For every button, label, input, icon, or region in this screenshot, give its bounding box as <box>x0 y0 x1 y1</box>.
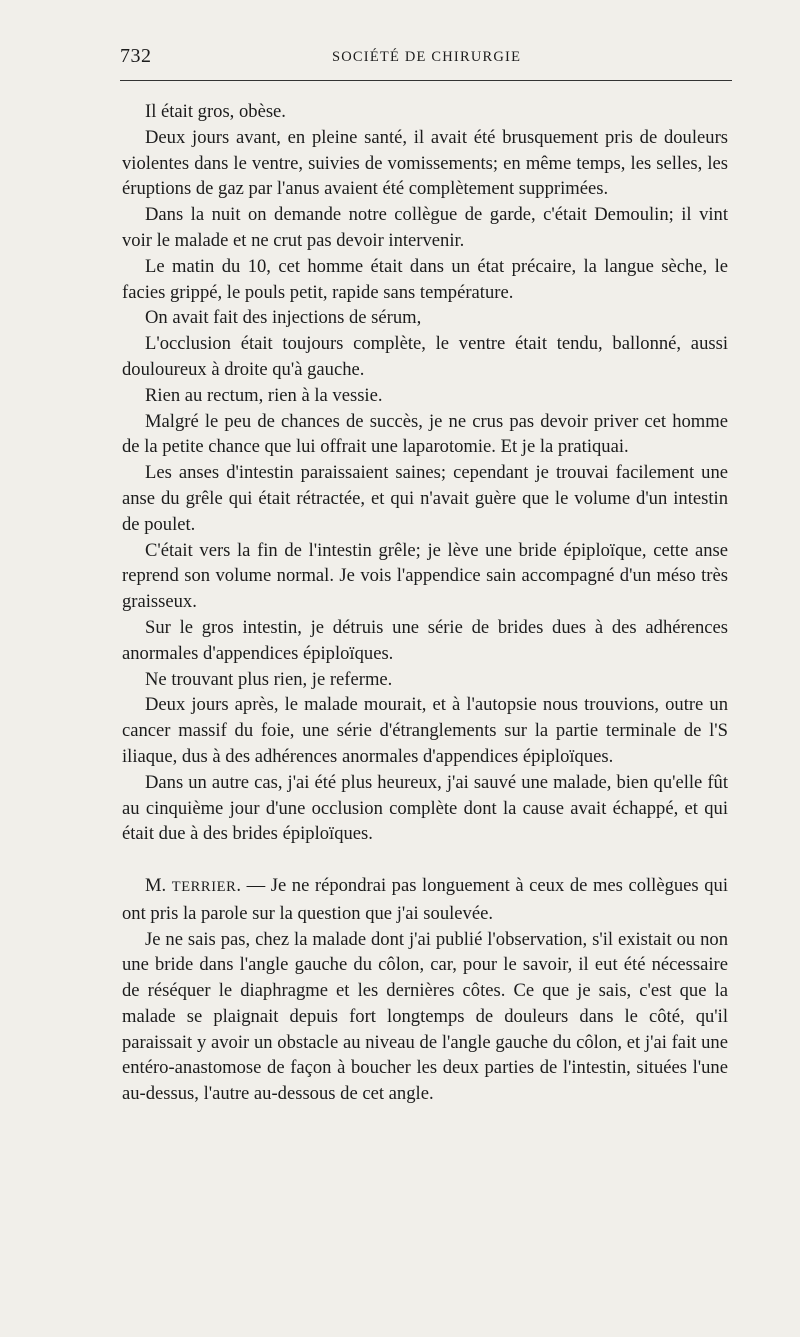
paragraph: Sur le gros intestin, je détruis une série de brides dues à des adhérences anormales d'appendices épiploïques. <box>122 616 728 664</box>
paragraph: Ne trouvant plus rien, je referme. <box>145 668 393 690</box>
paragraph: Il était gros, obèse. <box>145 101 286 122</box>
paragraph: Deux jours après, le malade mourait, et à l'autopsie nous trouvions, outre un cancer massif du foie, une série d'étranglements sur la partie terminale de l'S iliaque, dus à des adhérences anormales d'appendices épiploïques. <box>122 694 728 767</box>
paragraph: Dans la nuit on demande notre collègue de garde, c'était Demoulin; il vint voir le malade et ne crut pas devoir intervenir. <box>122 204 728 251</box>
body-text <box>122 99 728 1107</box>
speaker-text: Je ne répondrai pas longuement à ceux de mes collègues qui ont pris la parole sur la question que j'ai soulevée. <box>122 874 728 924</box>
page-header <box>120 43 732 73</box>
paragraph: Je ne sais pas, chez la malade dont j'ai publié l'observation, s'il existait ou non une bride dans l'angle gauche du côlon, car, pour le savoir, il eut été nécessaire de réséquer le diaphragme et les dernières côtes. Ce que je sais, c'est que la malade se plaignait depuis fort longtemps de douleurs dans le côté, qu'il paraissait y avoir un obstacle au niveau de l'angle gauche du côlon, et j'ai fait une entéro-anastomose de façon à boucher les deux parties de l'intestin, situées l'une au-dessus, l'autre au-dessous de cet angle. <box>122 928 728 1105</box>
speaker-prefix: M. <box>145 874 172 896</box>
paragraph: L'occlusion était toujours complète, le ventre était tendu, ballonné, aussi douloureux à droite qu'à gauche. <box>122 333 728 380</box>
page-number: 732 <box>120 45 152 67</box>
speaker-separator: . — <box>236 874 271 896</box>
paragraph: Deux jours avant, en pleine santé, il avait été brusquement pris de douleurs violentes dans le ventre, suivies de vomissements; en même temps, les selles, les éruptions de gaz par l'anus avaient été complètement supprimées. <box>122 126 728 200</box>
speaker-name: TERRIER <box>171 878 237 895</box>
paragraph: Malgré le peu de chances de succès, je ne crus pas devoir priver cet homme de la petite chance que lui offrait une laparotomie. Et je la pratiquai. <box>122 410 728 458</box>
paragraph: Les anses d'intestin paraissaient saines; cependant je trouvai facilement une anse du grêle qui était rétractée, et qui n'avait guère que le volume d'un intestin de poulet. <box>122 462 728 535</box>
header-rule <box>120 80 732 81</box>
paragraph: On avait fait des injections de sérum, <box>145 307 422 329</box>
running-head: SOCIÉTÉ DE CHIRURGIE <box>332 49 522 65</box>
paragraph: Le matin du 10, cet homme était dans un état précaire, la langue sèche, le facies grippé, le pouls petit, rapide sans température. <box>122 255 728 303</box>
paragraph: Rien au rectum, rien à la vessie. <box>145 384 383 406</box>
paragraph: Dans un autre cas, j'ai été plus heureux, j'ai sauvé une malade, bien qu'elle fût au cinquième jour d'une occlusion complète dont la cause avait échappé, et qui était due à des brides épiploïques. <box>122 771 728 845</box>
paragraph: C'était vers la fin de l'intestin grêle; je lève une bride épiploïque, cette anse reprend son volume normal. Je vois l'appendice sain accompagné d'un méso très graisseux. <box>122 539 728 613</box>
speaker-paragraph <box>122 873 728 927</box>
